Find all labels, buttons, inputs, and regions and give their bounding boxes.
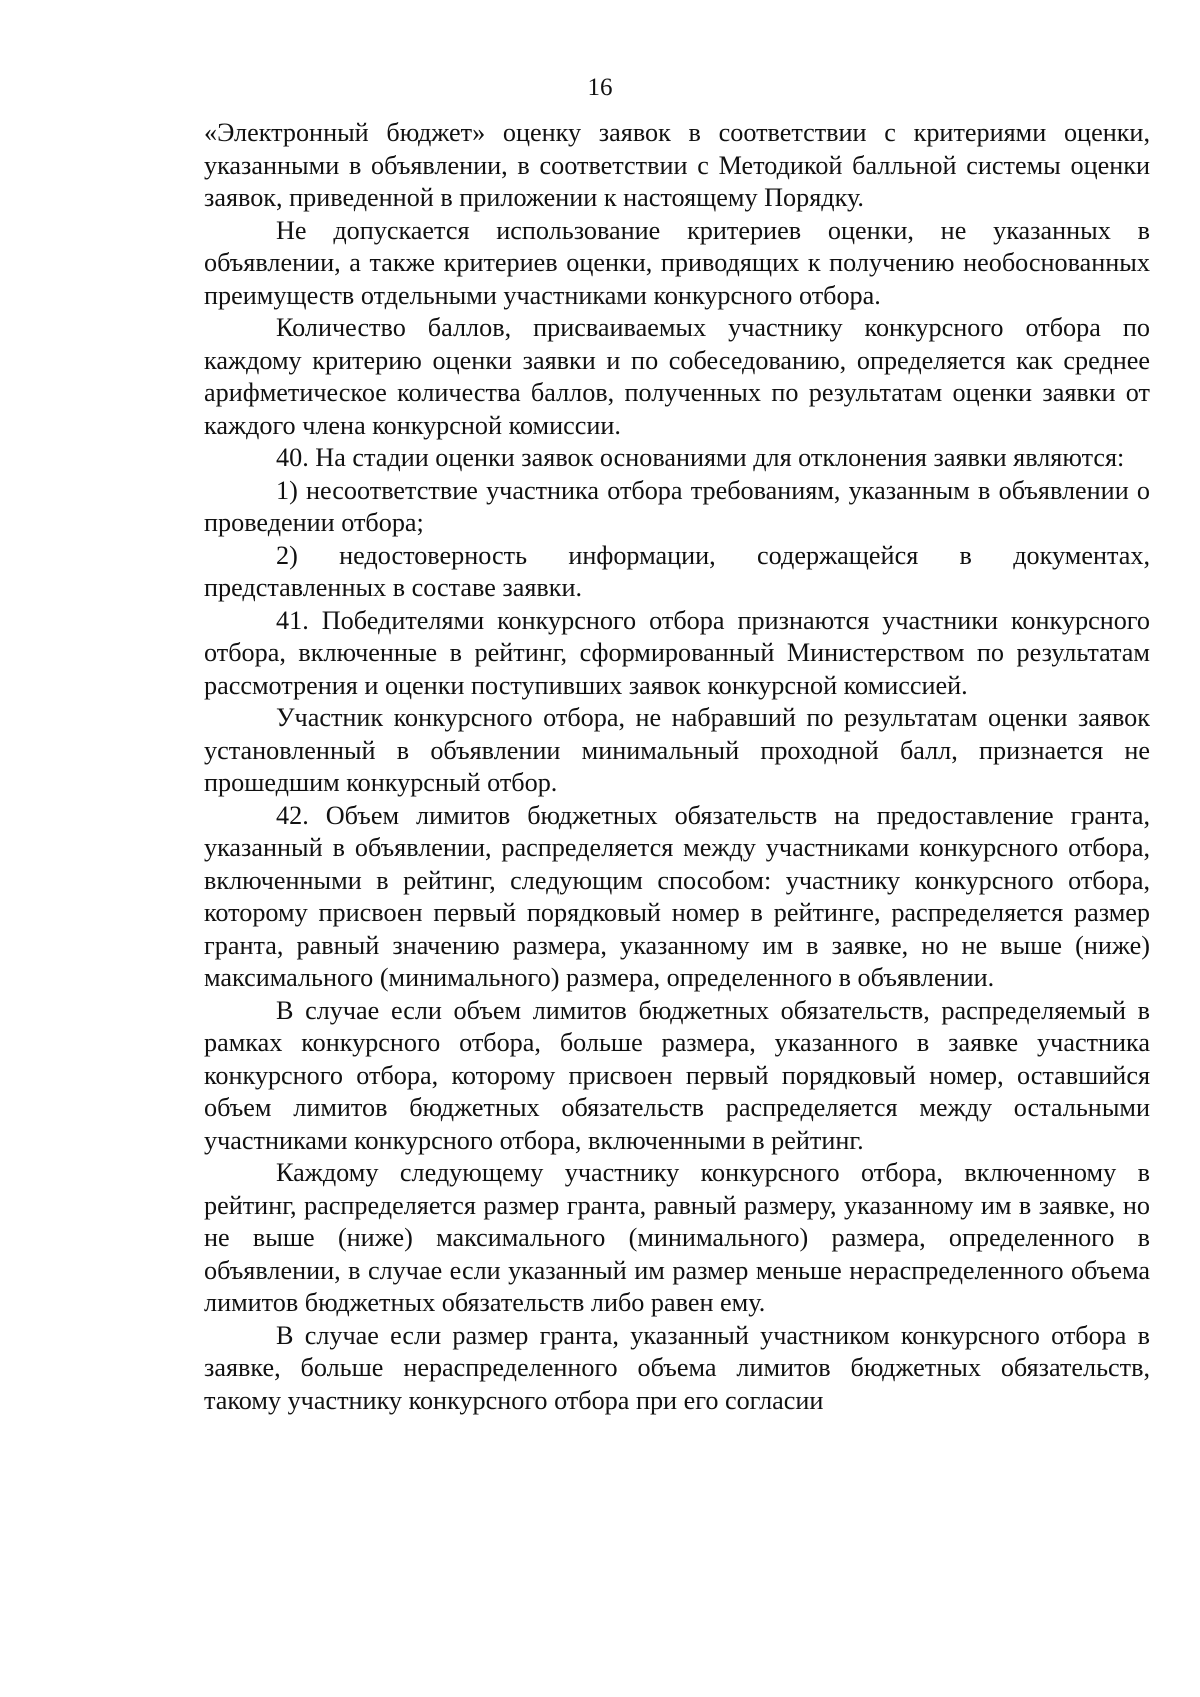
paragraph-criteria-restriction: Не допускается использование критериев оценки, не указанных в объявлении, а также критериев оценки, приводящих к получению необоснованных преимуществ отдельными участниками конкурсного отбора. <box>204 215 1150 310</box>
page-number: 16 <box>587 74 613 101</box>
paragraph-continuation: «Электронный бюджет» оценку заявок в соответствии с критериями оценки, указанными в объявлении, в соответствии с Методикой балльной системы оценки заявок, приведенной в приложении к настоящему Порядку. <box>204 118 1150 212</box>
paragraph-42-limits-distribution: 42. Объем лимитов бюджетных обязательств на предоставление гранта, указанный в объявлении, распределяется между участниками конкурсного отбора, включенными в рейтинг, следующим способом: участнику конкурсного отбора, которому присвоен первый порядковый номер в рейтинге, распределяется размер гранта, равный значению размера, указанному им в заявке, но не выше (ниже) максимального (минимального) размера, определенного в объявлении. <box>204 800 1150 992</box>
paragraph-score-calculation: Количество баллов, присваиваемых участнику конкурсного отбора по каждому критерию оценки заявки и по собеседованию, определяется как среднее арифметическое количества баллов, полученных по результатам оценки заявки от каждого члена конкурсной комиссии. <box>204 313 1150 440</box>
document-body <box>204 117 1150 1417</box>
paragraph-next-participant: Каждому следующему участнику конкурсного отбора, включенному в рейтинг, распределяется размер гранта, равный размеру, указанному им в заявке, но не выше (ниже) максимального (минимального) размера, определенного в объявлении, в случае если указанный им размер меньше нераспределенного объема лимитов бюджетных обязательств либо равен ему. <box>204 1158 1150 1317</box>
paragraph-40-rejection-grounds: 40. На стадии оценки заявок основаниями для отклонения заявки являются: <box>276 443 1125 472</box>
paragraph-min-score: Участник конкурсного отбора, не набравший по результатам оценки заявок установленный в объявлении минимальный проходной балл, признается не прошедшим конкурсный отбор. <box>204 703 1150 797</box>
paragraph-41-winners: 41. Победителями конкурсного отбора признаются участники конкурсного отбора, включенные в рейтинг, сформированный Министерством по результатам рассмотрения и оценки поступивших заявок конкурсной комиссией. <box>204 605 1150 700</box>
list-item-2: 2) недостоверность информации, содержащейся в документах, представленных в составе заявки. <box>204 540 1150 602</box>
paragraph-grant-exceeds-limits: В случае если размер гранта, указанный участником конкурсного отбора в заявке, больше нераспределенного объема лимитов бюджетных обязательств, такому участнику конкурсного отбора при его согласии <box>204 1320 1150 1415</box>
list-item-1: 1) несоответствие участника отбора требованиям, указанным в объявлении о проведении отбора; <box>204 475 1150 537</box>
paragraph-remaining-limits: В случае если объем лимитов бюджетных обязательств, распределяемый в рамках конкурсного отбора, больше размера, указанного в заявке участника конкурсного отбора, которому присвоен первый порядковый номер, оставшийся объем лимитов бюджетных обязательств распределяется между остальными участниками конкурсного отбора, включенными в рейтинг. <box>204 995 1150 1155</box>
